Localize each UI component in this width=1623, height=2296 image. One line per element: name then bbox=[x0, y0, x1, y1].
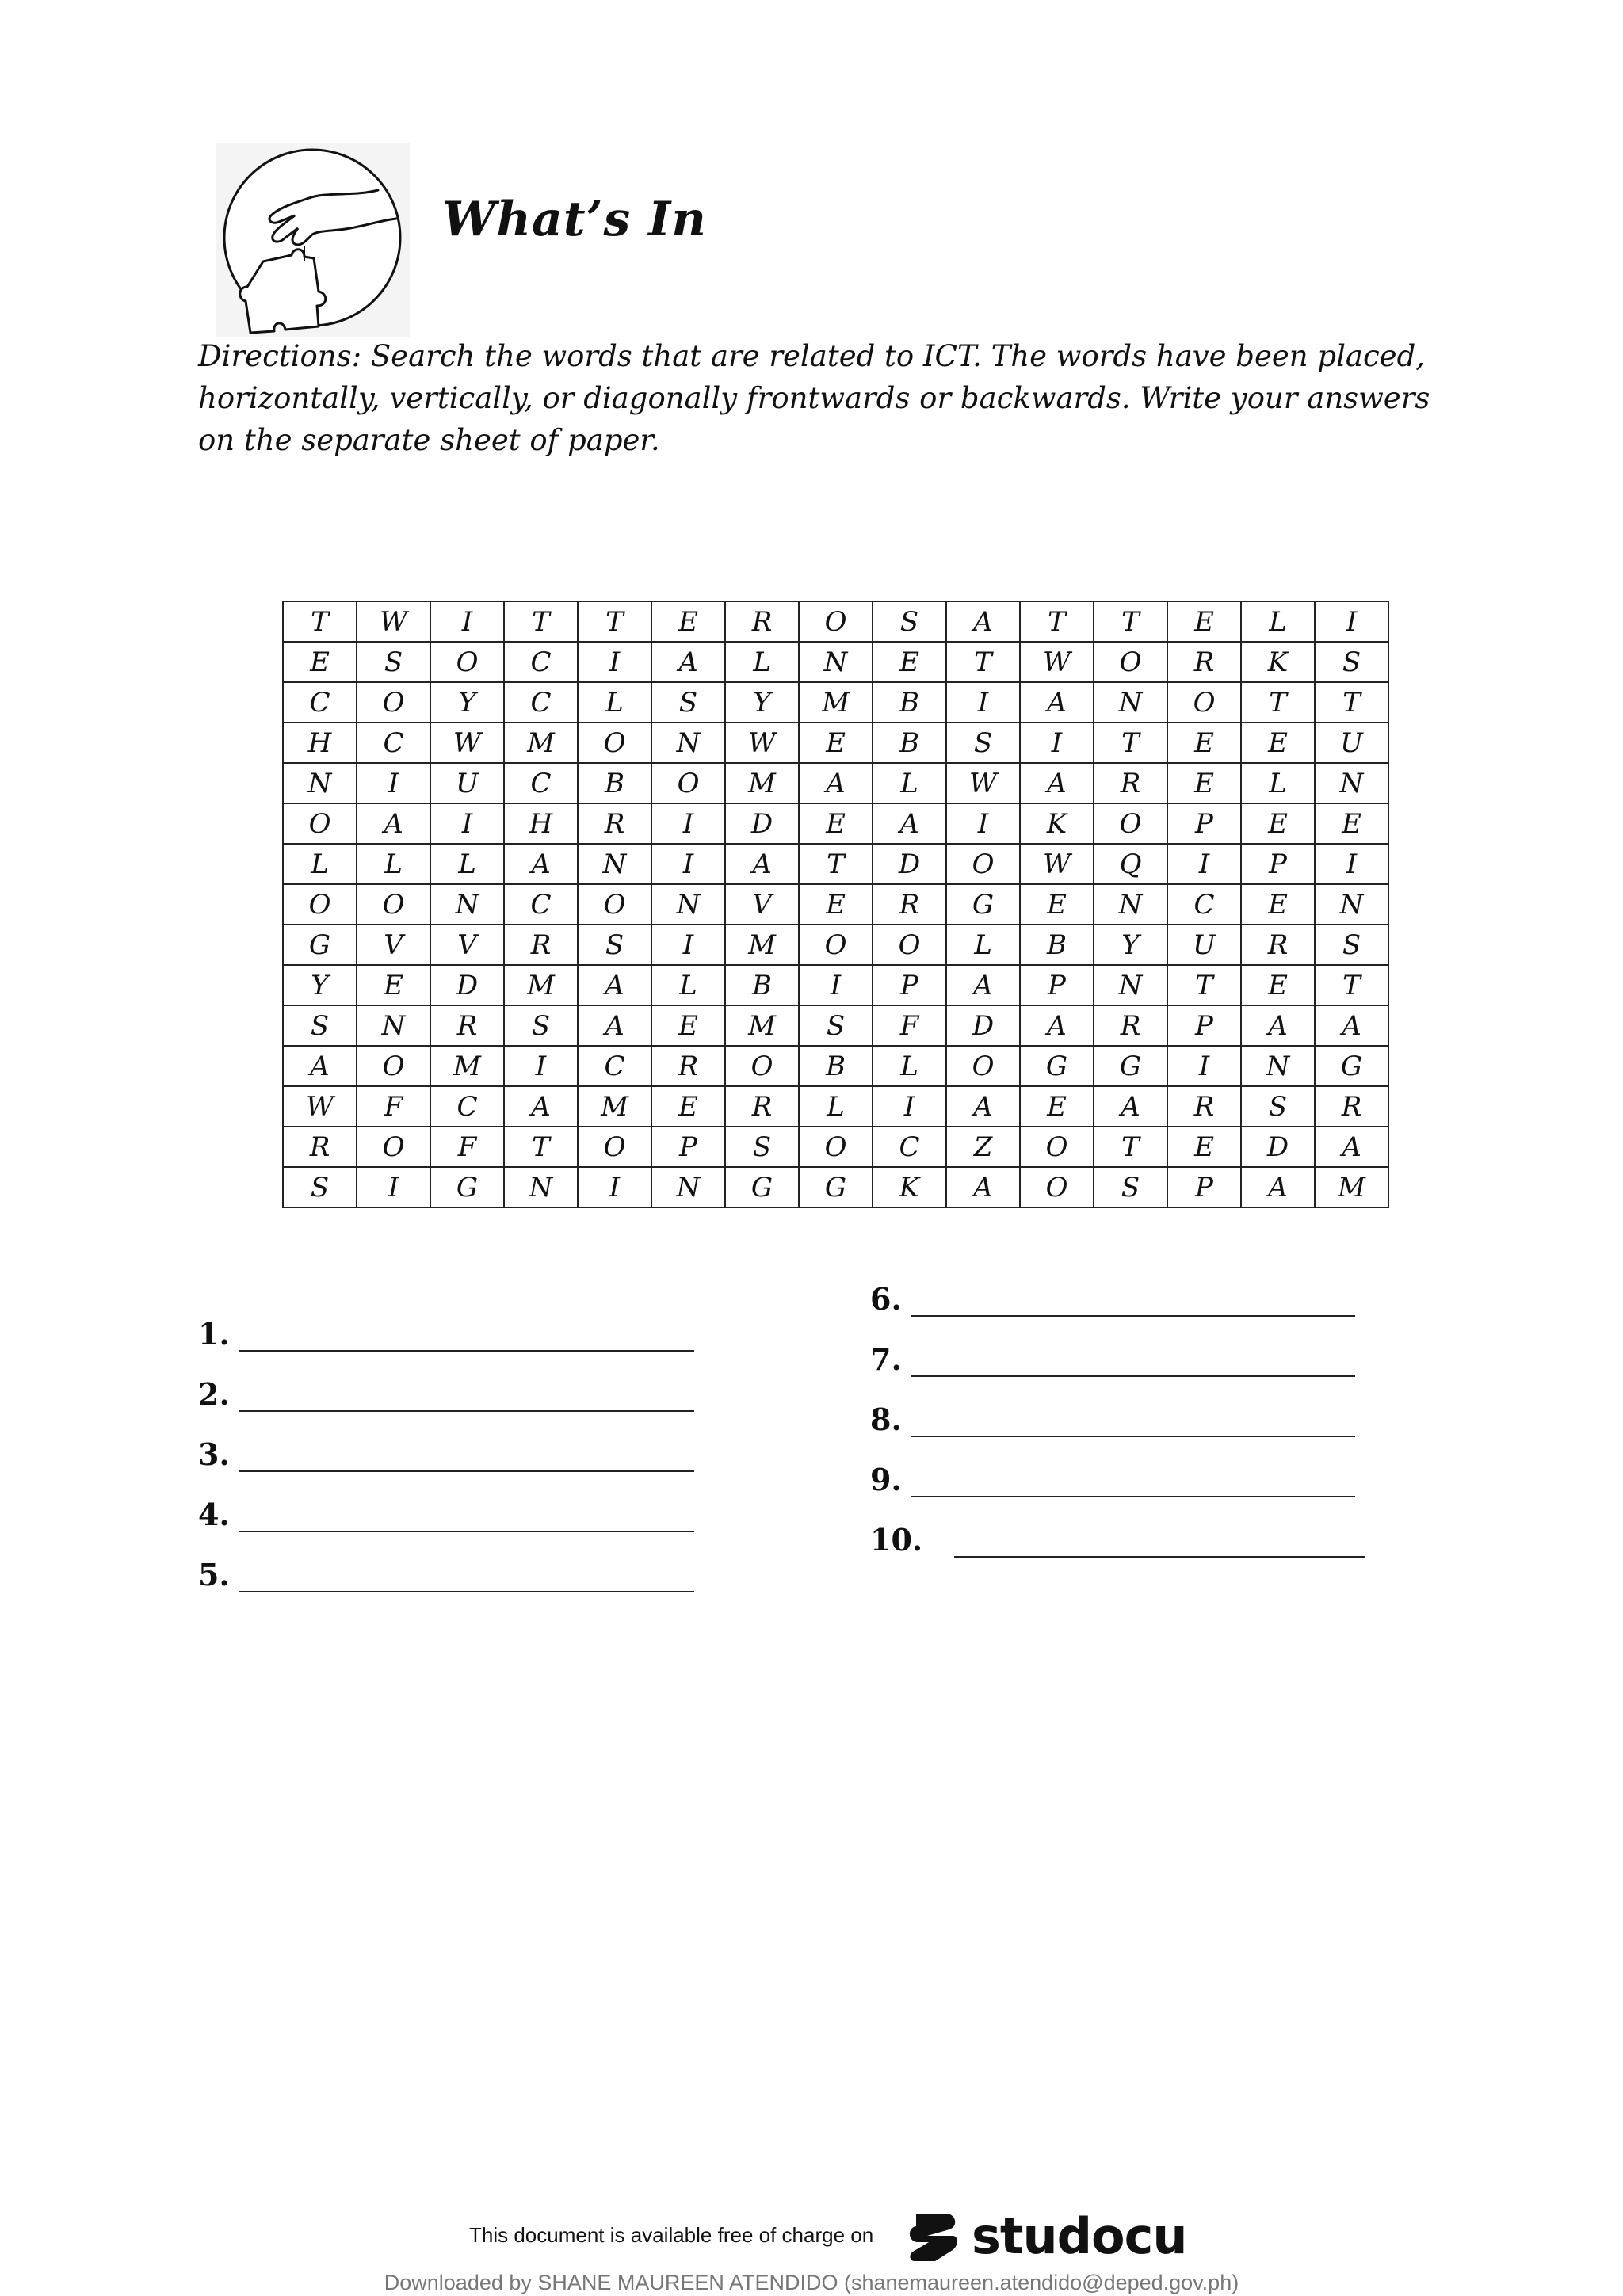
grid-cell: I bbox=[651, 803, 725, 844]
answer-line-6[interactable] bbox=[870, 1277, 1355, 1317]
grid-row bbox=[283, 844, 1388, 884]
download-attribution: Downloaded by SHANE MAUREEN ATENDIDO (shanemaureen.atendido@deped.gov.ph) bbox=[384, 2271, 1239, 2294]
grid-row bbox=[283, 1086, 1388, 1127]
grid-cell: U bbox=[1315, 723, 1388, 763]
grid-cell: A bbox=[283, 1046, 357, 1086]
answer-line-2[interactable] bbox=[198, 1372, 694, 1412]
grid-cell: G bbox=[430, 1167, 504, 1207]
grid-cell: T bbox=[1020, 601, 1094, 642]
grid-cell: T bbox=[578, 601, 651, 642]
grid-cell: H bbox=[283, 723, 357, 763]
grid-cell: D bbox=[873, 844, 946, 884]
studocu-logo-text: studocu bbox=[972, 2206, 1187, 2265]
answer-blank[interactable] bbox=[239, 1382, 694, 1412]
grid-cell: D bbox=[725, 803, 799, 844]
grid-cell: P bbox=[1167, 1005, 1241, 1046]
footer-availability-text: This document is available free of charge on bbox=[469, 2223, 874, 2247]
grid-cell: A bbox=[1020, 1005, 1094, 1046]
grid-cell: O bbox=[578, 884, 651, 925]
studocu-logo-icon bbox=[903, 2204, 967, 2267]
answer-line-8[interactable] bbox=[870, 1398, 1355, 1437]
grid-cell: O bbox=[1020, 1127, 1094, 1167]
grid-cell: R bbox=[578, 803, 651, 844]
grid-cell: L bbox=[430, 844, 504, 884]
grid-cell: W bbox=[1020, 642, 1094, 682]
grid-cell: R bbox=[1167, 1086, 1241, 1127]
grid-cell: I bbox=[1167, 844, 1241, 884]
grid-cell: N bbox=[283, 763, 357, 803]
grid-cell: C bbox=[357, 723, 430, 763]
grid-row bbox=[283, 925, 1388, 965]
grid-cell: R bbox=[873, 884, 946, 925]
grid-cell: O bbox=[1094, 642, 1167, 682]
grid-cell: W bbox=[946, 763, 1020, 803]
grid-cell: R bbox=[725, 1086, 799, 1127]
grid-cell: V bbox=[357, 925, 430, 965]
grid-cell: K bbox=[1241, 642, 1315, 682]
answer-blank[interactable] bbox=[911, 1287, 1355, 1317]
grid-cell: T bbox=[504, 601, 578, 642]
grid-cell: R bbox=[1094, 1005, 1167, 1046]
answer-line-7[interactable] bbox=[870, 1337, 1355, 1377]
grid-cell: N bbox=[578, 844, 651, 884]
grid-cell: O bbox=[946, 1046, 1020, 1086]
grid-cell: E bbox=[1241, 965, 1315, 1005]
grid-cell: N bbox=[1315, 884, 1388, 925]
grid-cell: M bbox=[578, 1086, 651, 1127]
grid-cell: L bbox=[725, 642, 799, 682]
directions-text: Directions: Search the words that are related to ICT. The words have been placed, horizontally, vertically, or diagonally frontwards or backwards. Write your answers on the separate sheet of paper. bbox=[198, 339, 1430, 457]
grid-cell: Q bbox=[1094, 844, 1167, 884]
grid-cell: G bbox=[1315, 1046, 1388, 1086]
answer-number: 10. bbox=[870, 1522, 923, 1558]
grid-cell: O bbox=[430, 642, 504, 682]
grid-cell: O bbox=[946, 844, 1020, 884]
grid-row bbox=[283, 601, 1388, 642]
grid-cell: W bbox=[283, 1086, 357, 1127]
grid-cell: T bbox=[1094, 1127, 1167, 1167]
grid-cell: E bbox=[651, 1086, 725, 1127]
grid-cell: I bbox=[578, 1167, 651, 1207]
grid-cell: A bbox=[946, 601, 1020, 642]
grid-cell: O bbox=[357, 884, 430, 925]
grid-cell: L bbox=[946, 925, 1020, 965]
grid-cell: F bbox=[357, 1086, 430, 1127]
grid-cell: E bbox=[1167, 1127, 1241, 1167]
grid-cell: I bbox=[946, 803, 1020, 844]
grid-cell: T bbox=[504, 1127, 578, 1167]
grid-cell: L bbox=[799, 1086, 873, 1127]
grid-cell: Z bbox=[946, 1127, 1020, 1167]
grid-cell: S bbox=[799, 1005, 873, 1046]
grid-cell: Y bbox=[283, 965, 357, 1005]
grid-cell: A bbox=[578, 1005, 651, 1046]
grid-cell: P bbox=[1241, 844, 1315, 884]
grid-cell: N bbox=[357, 1005, 430, 1046]
grid-cell: M bbox=[725, 763, 799, 803]
grid-cell: E bbox=[283, 642, 357, 682]
grid-cell: I bbox=[946, 682, 1020, 723]
grid-cell: S bbox=[357, 642, 430, 682]
grid-cell: K bbox=[873, 1167, 946, 1207]
grid-cell: A bbox=[1241, 1167, 1315, 1207]
grid-cell: A bbox=[799, 763, 873, 803]
grid-cell: M bbox=[1315, 1167, 1388, 1207]
grid-cell: V bbox=[725, 884, 799, 925]
grid-cell: C bbox=[430, 1086, 504, 1127]
grid-cell: S bbox=[283, 1167, 357, 1207]
grid-cell: S bbox=[1241, 1086, 1315, 1127]
grid-cell: Y bbox=[725, 682, 799, 723]
answer-number: 1. bbox=[198, 1316, 230, 1352]
grid-cell: E bbox=[357, 965, 430, 1005]
grid-cell: O bbox=[651, 763, 725, 803]
grid-cell: L bbox=[1241, 763, 1315, 803]
grid-cell: O bbox=[799, 601, 873, 642]
grid-cell: A bbox=[651, 642, 725, 682]
grid-cell: W bbox=[357, 601, 430, 642]
grid-cell: C bbox=[283, 682, 357, 723]
grid-cell: C bbox=[504, 763, 578, 803]
grid-cell: O bbox=[283, 803, 357, 844]
grid-cell: A bbox=[578, 965, 651, 1005]
grid-cell: P bbox=[1020, 965, 1094, 1005]
studocu-logo[interactable] bbox=[903, 2204, 1187, 2267]
grid-cell: A bbox=[1315, 1127, 1388, 1167]
grid-cell: T bbox=[1241, 682, 1315, 723]
grid-cell: L bbox=[873, 1046, 946, 1086]
grid-cell: N bbox=[1315, 763, 1388, 803]
grid-cell: R bbox=[725, 601, 799, 642]
grid-cell: S bbox=[651, 682, 725, 723]
grid-cell: S bbox=[946, 723, 1020, 763]
grid-cell: M bbox=[504, 723, 578, 763]
grid-cell: K bbox=[1020, 803, 1094, 844]
grid-cell: I bbox=[357, 763, 430, 803]
grid-cell: N bbox=[651, 884, 725, 925]
grid-cell: R bbox=[1167, 642, 1241, 682]
grid-cell: L bbox=[283, 844, 357, 884]
grid-cell: R bbox=[283, 1127, 357, 1167]
grid-cell: S bbox=[873, 601, 946, 642]
grid-cell: A bbox=[725, 844, 799, 884]
grid-cell: T bbox=[1315, 965, 1388, 1005]
grid-cell: O bbox=[283, 884, 357, 925]
grid-cell: P bbox=[1167, 1167, 1241, 1207]
grid-cell: B bbox=[1020, 925, 1094, 965]
answer-blank[interactable] bbox=[911, 1467, 1355, 1497]
answer-line-9[interactable] bbox=[870, 1458, 1355, 1497]
grid-cell: M bbox=[725, 925, 799, 965]
answer-blank[interactable] bbox=[239, 1442, 694, 1472]
grid-cell: R bbox=[1094, 763, 1167, 803]
grid-cell: T bbox=[946, 642, 1020, 682]
grid-cell: Y bbox=[1094, 925, 1167, 965]
grid-cell: T bbox=[799, 844, 873, 884]
grid-cell: E bbox=[1020, 1086, 1094, 1127]
grid-cell: D bbox=[946, 1005, 1020, 1046]
grid-cell: G bbox=[946, 884, 1020, 925]
grid-cell: A bbox=[946, 965, 1020, 1005]
grid-row bbox=[283, 965, 1388, 1005]
grid-cell: S bbox=[283, 1005, 357, 1046]
word-search-grid bbox=[282, 601, 1389, 1208]
grid-cell: I bbox=[873, 1086, 946, 1127]
grid-cell: W bbox=[1020, 844, 1094, 884]
grid-cell: P bbox=[1167, 803, 1241, 844]
answer-line-10[interactable] bbox=[870, 1518, 1365, 1558]
grid-cell: O bbox=[873, 925, 946, 965]
grid-cell: F bbox=[873, 1005, 946, 1046]
section-title: What’s In bbox=[442, 192, 707, 247]
grid-cell: N bbox=[651, 1167, 725, 1207]
grid-cell: A bbox=[946, 1167, 1020, 1207]
grid-cell: O bbox=[725, 1046, 799, 1086]
grid-cell: E bbox=[1167, 601, 1241, 642]
grid-cell: N bbox=[799, 642, 873, 682]
grid-cell: W bbox=[430, 723, 504, 763]
grid-cell: O bbox=[578, 1127, 651, 1167]
grid-cell: A bbox=[1094, 1086, 1167, 1127]
answer-blank[interactable] bbox=[239, 1322, 694, 1352]
grid-cell: O bbox=[1020, 1167, 1094, 1207]
grid-cell: A bbox=[1315, 1005, 1388, 1046]
grid-cell: W bbox=[725, 723, 799, 763]
grid-row bbox=[283, 723, 1388, 763]
grid-cell: I bbox=[651, 925, 725, 965]
grid-cell: A bbox=[504, 1086, 578, 1127]
grid-cell: E bbox=[1167, 763, 1241, 803]
grid-cell: A bbox=[357, 803, 430, 844]
grid-cell: O bbox=[799, 925, 873, 965]
grid-cell: T bbox=[1094, 723, 1167, 763]
grid-cell: I bbox=[651, 844, 725, 884]
answer-blank[interactable] bbox=[239, 1502, 694, 1532]
grid-row bbox=[283, 642, 1388, 682]
grid-cell: P bbox=[873, 965, 946, 1005]
grid-cell: B bbox=[725, 965, 799, 1005]
grid-cell: E bbox=[873, 642, 946, 682]
grid-cell: N bbox=[504, 1167, 578, 1207]
grid-cell: I bbox=[357, 1167, 430, 1207]
grid-cell: G bbox=[725, 1167, 799, 1207]
grid-cell: I bbox=[578, 642, 651, 682]
grid-row bbox=[283, 1046, 1388, 1086]
grid-cell: L bbox=[873, 763, 946, 803]
grid-cell: I bbox=[1315, 844, 1388, 884]
grid-cell: E bbox=[1167, 723, 1241, 763]
grid-row bbox=[283, 1127, 1388, 1167]
grid-row bbox=[283, 884, 1388, 925]
grid-cell: I bbox=[504, 1046, 578, 1086]
grid-cell: A bbox=[1241, 1005, 1315, 1046]
grid-cell: D bbox=[1241, 1127, 1315, 1167]
grid-cell: A bbox=[873, 803, 946, 844]
grid-cell: T bbox=[1167, 965, 1241, 1005]
grid-cell: A bbox=[946, 1086, 1020, 1127]
grid-cell: T bbox=[1315, 682, 1388, 723]
answer-blank[interactable] bbox=[911, 1347, 1355, 1377]
grid-cell: S bbox=[1315, 925, 1388, 965]
grid-cell: E bbox=[1241, 884, 1315, 925]
grid-cell: S bbox=[1094, 1167, 1167, 1207]
grid-cell: I bbox=[799, 965, 873, 1005]
grid-cell: O bbox=[1094, 803, 1167, 844]
grid-cell: C bbox=[578, 1046, 651, 1086]
answer-number: 8. bbox=[870, 1402, 902, 1437]
grid-cell: N bbox=[1094, 884, 1167, 925]
grid-cell: E bbox=[1020, 884, 1094, 925]
grid-cell: N bbox=[1094, 682, 1167, 723]
grid-cell: C bbox=[1167, 884, 1241, 925]
grid-cell: F bbox=[430, 1127, 504, 1167]
answer-number: 4. bbox=[198, 1497, 230, 1532]
answer-number: 2. bbox=[198, 1376, 230, 1412]
grid-cell: O bbox=[357, 682, 430, 723]
grid-cell: E bbox=[1241, 803, 1315, 844]
grid-cell: R bbox=[651, 1046, 725, 1086]
grid-cell: P bbox=[651, 1127, 725, 1167]
grid-cell: M bbox=[725, 1005, 799, 1046]
grid-cell: A bbox=[504, 844, 578, 884]
grid-cell: C bbox=[504, 884, 578, 925]
answer-line-4[interactable] bbox=[198, 1493, 694, 1532]
grid-cell: A bbox=[1020, 682, 1094, 723]
grid-row bbox=[283, 763, 1388, 803]
grid-cell: U bbox=[1167, 925, 1241, 965]
grid-cell: R bbox=[1315, 1086, 1388, 1127]
grid-cell: E bbox=[1241, 723, 1315, 763]
grid-cell: Y bbox=[430, 682, 504, 723]
grid-row bbox=[283, 682, 1388, 723]
answer-line-5[interactable] bbox=[198, 1553, 694, 1592]
grid-cell: I bbox=[1315, 601, 1388, 642]
grid-cell: N bbox=[1241, 1046, 1315, 1086]
answer-line-1[interactable] bbox=[198, 1312, 694, 1352]
grid-row bbox=[283, 1167, 1388, 1207]
grid-cell: L bbox=[1241, 601, 1315, 642]
grid-cell: E bbox=[799, 803, 873, 844]
grid-cell: C bbox=[504, 682, 578, 723]
grid-cell: N bbox=[1094, 965, 1167, 1005]
grid-cell: G bbox=[799, 1167, 873, 1207]
grid-cell: L bbox=[578, 682, 651, 723]
grid-cell: M bbox=[430, 1046, 504, 1086]
grid-cell: S bbox=[504, 1005, 578, 1046]
answer-number: 7. bbox=[870, 1341, 902, 1377]
grid-cell: B bbox=[578, 763, 651, 803]
grid-cell: N bbox=[651, 723, 725, 763]
grid-cell: M bbox=[504, 965, 578, 1005]
grid-cell: A bbox=[1020, 763, 1094, 803]
grid-cell: B bbox=[873, 723, 946, 763]
grid-cell: D bbox=[430, 965, 504, 1005]
grid-cell: O bbox=[1167, 682, 1241, 723]
grid-cell: E bbox=[651, 1005, 725, 1046]
grid-cell: T bbox=[1094, 601, 1167, 642]
grid-cell: E bbox=[1315, 803, 1388, 844]
answer-number: 5. bbox=[198, 1557, 230, 1592]
answer-blank[interactable] bbox=[911, 1407, 1355, 1437]
grid-cell: N bbox=[430, 884, 504, 925]
grid-cell: E bbox=[651, 601, 725, 642]
grid-cell: L bbox=[357, 844, 430, 884]
grid-cell: E bbox=[799, 884, 873, 925]
grid-cell: O bbox=[357, 1127, 430, 1167]
grid-cell: R bbox=[504, 925, 578, 965]
hand-holding-puzzle-piece-icon bbox=[216, 143, 410, 337]
answer-blank[interactable] bbox=[954, 1527, 1365, 1558]
grid-cell: G bbox=[1094, 1046, 1167, 1086]
grid-cell: S bbox=[578, 925, 651, 965]
grid-cell: R bbox=[1241, 925, 1315, 965]
grid-cell: U bbox=[430, 763, 504, 803]
grid-cell: O bbox=[578, 723, 651, 763]
grid-cell: C bbox=[873, 1127, 946, 1167]
grid-cell: R bbox=[430, 1005, 504, 1046]
grid-cell: O bbox=[357, 1046, 430, 1086]
grid-cell: I bbox=[430, 601, 504, 642]
answer-line-3[interactable] bbox=[198, 1432, 694, 1472]
answer-blank[interactable] bbox=[239, 1562, 694, 1592]
grid-cell: I bbox=[430, 803, 504, 844]
grid-cell: H bbox=[504, 803, 578, 844]
answer-number: 6. bbox=[870, 1281, 902, 1317]
grid-cell: G bbox=[1020, 1046, 1094, 1086]
answer-number: 9. bbox=[870, 1462, 902, 1497]
grid-cell: I bbox=[1167, 1046, 1241, 1086]
grid-row bbox=[283, 803, 1388, 844]
grid-cell: G bbox=[283, 925, 357, 965]
grid-row bbox=[283, 1005, 1388, 1046]
answer-number: 3. bbox=[198, 1436, 230, 1472]
grid-cell: L bbox=[651, 965, 725, 1005]
grid-cell: C bbox=[504, 642, 578, 682]
grid-cell: I bbox=[1020, 723, 1094, 763]
grid-cell: S bbox=[725, 1127, 799, 1167]
grid-cell: T bbox=[283, 601, 357, 642]
grid-cell: E bbox=[799, 723, 873, 763]
grid-cell: M bbox=[799, 682, 873, 723]
grid-cell: V bbox=[430, 925, 504, 965]
grid-cell: B bbox=[873, 682, 946, 723]
grid-cell: S bbox=[1315, 642, 1388, 682]
grid-cell: B bbox=[799, 1046, 873, 1086]
grid-cell: O bbox=[799, 1127, 873, 1167]
